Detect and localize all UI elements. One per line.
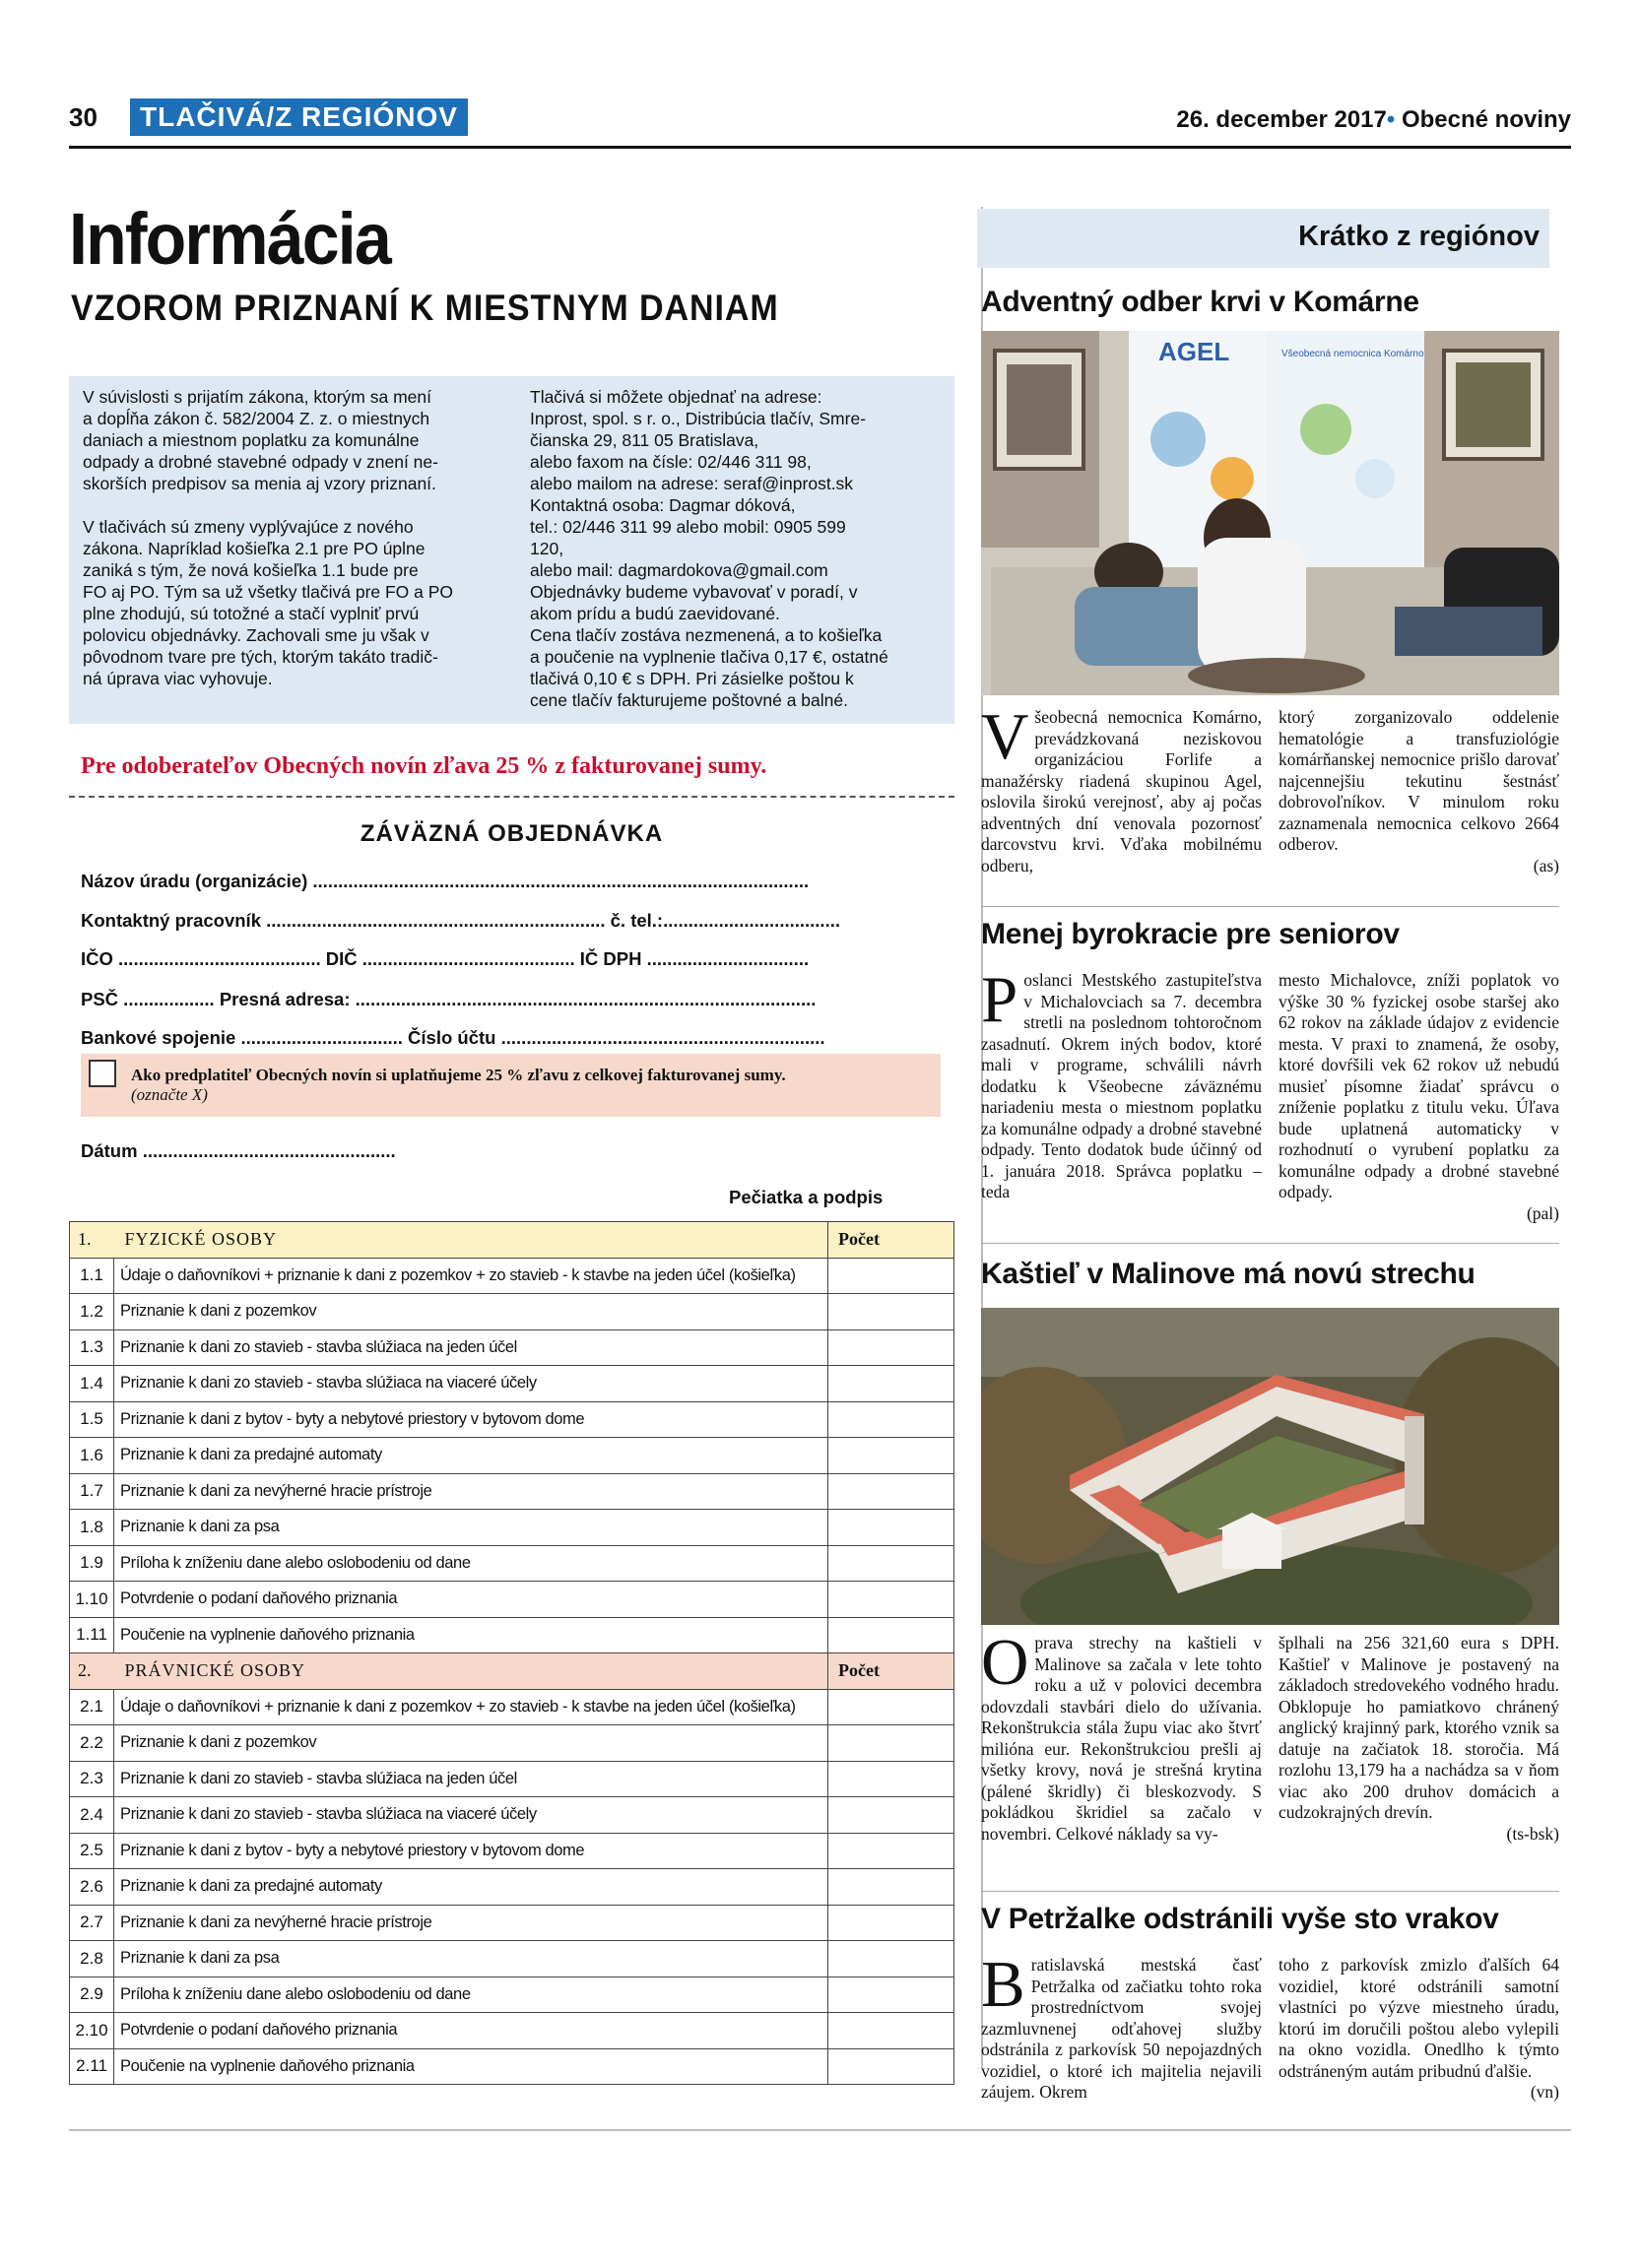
count-header: Počet [828, 1653, 954, 1690]
article-column [981, 1948, 1262, 2104]
section-title [70, 1653, 828, 1690]
article-divider [981, 1891, 1559, 1892]
row-number: 2.11 [70, 2048, 114, 2085]
row-number: 2.8 [70, 1941, 114, 1977]
row-form-name: Poučenie na vyplnenie daňového priznania [114, 2048, 828, 2085]
row-count-input[interactable] [828, 2013, 954, 2049]
row-form-name: Priznanie k dani za psa [114, 1510, 828, 1546]
table-row [70, 1510, 954, 1546]
page-subtitle: VZOROM PRIZNANÍ K MIESTNYM DANIAM [71, 288, 779, 328]
paper-name [1395, 106, 1402, 133]
article-headline: V Petržalke odstránili vyše sto vrakov [981, 1903, 1499, 1935]
row-count-input[interactable] [828, 1941, 954, 1977]
row-form-name: Priznanie k dani z pozemkov [114, 1294, 828, 1330]
article-text: šeobecná nemocnica Komárno, prevádzkovaná neziskovou organizáciou Forlife a manažérsky riadená skupinou Agel, oslovila širokú verejnosť, aby aj počas adventných dní venovala pozornosť darcovstvu krvi. Vďaka mobilnému odberu, [981, 707, 1262, 875]
article-signature: (ts-bsk) [1506, 1823, 1559, 1844]
row-form-name: Potvrdenie o podaní daňového priznania [114, 2013, 828, 2049]
form-field-bank[interactable]: Bankové spojenie ................................ Číslo účtu ................................................................ [81, 1027, 825, 1048]
table-row [70, 1438, 954, 1474]
row-count-input[interactable] [828, 1510, 954, 1546]
row-number: 2.9 [70, 1976, 114, 2013]
table-row [70, 2048, 954, 2085]
table-row [70, 1473, 954, 1510]
article-text: mesto Michalovce, zníži poplatok vo výške 30 % fyzickej osobe staršej ako 62 rokov na základe údajov z evidencie mesta. V praxi to znamená, že osoby, ktoré dovŕšili vek 62 rokov už nebudú musieť písomne žiadať správcu o zníženie poplatku z titulu veku. Úľava bude uplatnená automaticky v rozhodnutí o vyrubení poplatku za komunálne odpady a drobné stavebné odpady. [1279, 970, 1559, 1201]
article-text: toho z parkovísk zmizlo ďalších 64 vozidiel, ktoré odstránili samotní vlastníci po výzve miestneho úradu, ktorú im doručili poštou alebo vylepili na okno vozidla. Onedlho k týmto odstráneným autám pribudnú ďalšie. [1279, 1955, 1559, 2081]
row-count-input[interactable] [828, 1366, 954, 1402]
row-number: 1.11 [70, 1617, 114, 1653]
subscriber-statement: Ako predplatiteľ Obecných novín si uplatňujeme 25 % zľavu z celkovej fakturovanej sumy. [131, 1066, 786, 1084]
row-number: 1.1 [70, 1258, 114, 1294]
info-text-right: Tlačivá si môžete objednať na adrese: Inprost, spol. s r. o., Distribúcia tlačív, Smre- čianska 29, 811 05 Bratislava, alebo faxom na čísle: 02/446 311 98, alebo mailom na adrese: seraf@inprost.sk Kontaktná osoba: Dagmar dóková, tel.: 02/446 311 99 alebo mobil: 0905 599 120, alebo mail: dagmardokova@gmail.com Objednávky budeme vybavovať v poradí, v akom prídu a budú zaevidované. Cena tlačív zostáva nezmenená, a to košieľka a poučenie na vyplnenie tlačiva 0,17 €, ostatné tlačivá 0,10 € s DPH. Pri zásielke poštou k cene tlačív fakturujeme poštovné a balné. [530, 387, 888, 710]
row-count-input[interactable] [828, 1438, 954, 1474]
row-count-input[interactable] [828, 1545, 954, 1582]
table-row [70, 1869, 954, 1906]
order-title: ZÁVÄZNÁ OBJEDNÁVKA [360, 820, 664, 847]
drop-cap: B [981, 1948, 1025, 2021]
row-form-name: Priznanie k dani za nevýherné hracie prístroje [114, 1473, 828, 1510]
header-rule [69, 146, 1571, 149]
row-number: 2.10 [70, 2013, 114, 2049]
row-number: 1.6 [70, 1438, 114, 1474]
count-header: Počet [828, 1222, 954, 1259]
row-count-input[interactable] [828, 1329, 954, 1366]
section-header-row [70, 1653, 954, 1690]
table-row [70, 1797, 954, 1834]
cut-line [69, 796, 954, 798]
form-field-date[interactable]: Dátum .................................................. [81, 1140, 396, 1161]
info-box [69, 376, 954, 724]
blood-donation-photo [981, 331, 1559, 695]
subscriber-text [131, 1066, 786, 1105]
article-text: oslanci Mestského zastupiteľstva v Michalovciach sa 7. decembra stretli na poslednom tohtoročnom zasadnutí. Okrem iných bodov, ktoré mali v programe, schválili návrh dodatku k Všeobecne záväznému nariadeniu mesta o miestnom poplatku za komunálne odpady a drobné stavebné odpady. Tento dodatok bude účinný od 1. januára 2018. Správca poplatku – teda [981, 970, 1262, 1201]
subscriber-checkbox[interactable] [89, 1060, 116, 1087]
section-number: 2. [78, 1660, 92, 1681]
row-count-input[interactable] [828, 1473, 954, 1510]
row-form-name: Priznanie k dani za nevýherné hracie prístroje [114, 1905, 828, 1941]
subscriber-hint: (označte X) [131, 1085, 208, 1104]
row-form-name: Príloha k zníženiu dane alebo oslobodeniu od dane [114, 1545, 828, 1582]
row-form-name: Priznanie k dani z pozemkov [114, 1725, 828, 1762]
table-row [70, 1258, 954, 1294]
table-row [70, 1294, 954, 1330]
table-row [70, 1366, 954, 1402]
info-text-left: V súvislosti s prijatím zákona, ktorým sa mení a dopĺňa zákon č. 582/2004 Z. z. o miestnych daniach a miestnom poplatku za komunálne odpady a drobné stavebné odpady v znení ne- skorších predpisov sa menia aj vzory priznaní. V tlačivách sú zmeny vyplývajúce z nového zákona. Napríklad košieľka 2.1 pre PO úplne zaniká s tým, že nová košieľka 1.1 bude pre FO aj PO. Tým sa už všetky tlačivá pre FO a PO plne zhodujú, sú totožné a stačí vyplniť prvú polovicu objednávky. Zachovali sme ju však v pôvodnom tvare pre tých, ktorým takáto tradič- ná úprava viac vyhovuje. [83, 387, 454, 688]
table-row [70, 1833, 954, 1869]
row-count-input[interactable] [828, 1258, 954, 1294]
manor-illustration [981, 1308, 1559, 1625]
table-row [70, 1582, 954, 1618]
article-column [1279, 707, 1559, 876]
row-form-name: Priznanie k dani zo stavieb - stavba slúžiaca na viaceré účely [114, 1366, 828, 1402]
row-form-name: Priznanie k dani zo stavieb - stavba slúžiaca na jeden účel [114, 1761, 828, 1797]
row-number: 2.1 [70, 1689, 114, 1725]
table-row [70, 1761, 954, 1797]
table-row [70, 1725, 954, 1762]
table-row [70, 1401, 954, 1438]
row-number: 1.3 [70, 1329, 114, 1366]
drop-cap: V [981, 700, 1029, 773]
row-form-name: Priznanie k dani zo stavieb - stavba slúžiaca na viaceré účely [114, 1797, 828, 1834]
row-count-input[interactable] [828, 1905, 954, 1941]
row-number: 1.2 [70, 1294, 114, 1330]
discount-notice: Pre odoberateľov Obecných novín zľava 25 % z fakturovanej sumy. [81, 753, 767, 779]
row-form-name: Príloha k zníženiu dane alebo oslobodeniu od dane [114, 1976, 828, 2013]
section-header-row [70, 1222, 954, 1259]
section-name: FYZICKÉ OSOBY [124, 1229, 278, 1250]
row-number: 2.5 [70, 1833, 114, 1869]
row-count-input[interactable] [828, 1401, 954, 1438]
article-signature: (vn) [1530, 2082, 1559, 2102]
hospital-sign-text: Všeobecná nemocnica Komárno [1281, 349, 1424, 359]
issue-date: 26. december 2017 [1176, 106, 1387, 133]
row-count-input[interactable] [828, 1617, 954, 1653]
table-row [70, 1689, 954, 1725]
article-divider [981, 906, 1559, 907]
page-number: 30 [69, 102, 98, 132]
manor-photo [981, 1308, 1559, 1625]
article-text: ktorý zorganizovalo oddelenie hematológie a transfuziológie komárňanskej nemocnice prišlo darovať najcennejšiu tekutinu šestnásť dobrovoľníkov. V minulom roku zaznamenala nemocnica celkovo 2664 odberov. [1279, 707, 1559, 854]
form-field-organization[interactable]: Názov úradu (organizácie) .................................................................................................. [81, 871, 810, 891]
row-number: 2.3 [70, 1761, 114, 1797]
row-number: 1.10 [70, 1582, 114, 1618]
drop-cap: P [981, 963, 1018, 1036]
row-form-name: Údaje o daňovníkovi + priznanie k dani z pozemkov + zo stavieb - k stavbe na jeden účel (košieľka) [114, 1258, 828, 1294]
article-signature: (pal) [1526, 1202, 1559, 1223]
row-count-input[interactable] [828, 1761, 954, 1797]
article-column [981, 1626, 1262, 1845]
blood-donation-illustration [981, 331, 1559, 695]
row-form-name: Priznanie k dani z bytov - byty a nebytové priestory v bytovom dome [114, 1833, 828, 1869]
regions-bar-title: Krátko z regiónov [1298, 221, 1540, 252]
article-headline: Kaštieľ v Malinove má novú strechu [981, 1258, 1476, 1290]
article-text: ratislavská mestská časť Petržalka od začiatku tohto roka prostredníctvom svojej zazmluvnenej odťahovej služby odstránila z parkovísk 50 nepojazdných vozidiel, o ktoré ich majitelia nejavili záujem. Okrem [981, 1955, 1262, 2102]
table-row [70, 1545, 954, 1582]
row-form-name: Priznanie k dani z bytov - byty a nebytové priestory v bytovom dome [114, 1401, 828, 1438]
article-column [981, 963, 1262, 1203]
article-column [1279, 1955, 1559, 2104]
row-count-input[interactable] [828, 1833, 954, 1869]
row-count-input[interactable] [828, 1582, 954, 1618]
row-number: 2.7 [70, 1905, 114, 1941]
row-number: 1.8 [70, 1510, 114, 1546]
section-label: TLAČIVÁ/Z REGIÓNOV [130, 98, 468, 136]
table-row [70, 1617, 954, 1653]
row-count-input[interactable] [828, 1725, 954, 1762]
row-count-input[interactable] [828, 1797, 954, 1834]
row-count-input[interactable] [828, 1869, 954, 1906]
row-form-name: Priznanie k dani za predajné automaty [114, 1438, 828, 1474]
paper-title: Obecné noviny [1401, 106, 1571, 133]
drop-cap: O [981, 1626, 1029, 1699]
form-field-address[interactable]: PSČ .................. Presná adresa: ........................................................................................... [81, 989, 817, 1009]
article-headline: Adventný odber krvi v Komárne [981, 286, 1419, 318]
section-title [70, 1222, 828, 1259]
row-count-input[interactable] [828, 1294, 954, 1330]
table-row [70, 1329, 954, 1366]
row-number: 1.9 [70, 1545, 114, 1582]
row-number: 2.6 [70, 1869, 114, 1906]
table-row [70, 1905, 954, 1941]
form-field-contact[interactable]: Kontaktný pracovník ................................................................... č. tel.:................................... [81, 910, 840, 931]
form-field-ids[interactable]: IČO ........................................ DIČ .......................................... IČ DPH ................................ [81, 948, 810, 969]
row-number: 2.2 [70, 1725, 114, 1762]
article-column [981, 700, 1262, 876]
table-row [70, 1941, 954, 1977]
row-number: 2.4 [70, 1797, 114, 1834]
section-number: 1. [78, 1229, 92, 1250]
article-column [1279, 970, 1559, 1224]
issue-info [1176, 106, 1571, 134]
row-count-input[interactable] [828, 1689, 954, 1725]
section-name: PRÁVNICKÉ OSOBY [124, 1660, 306, 1681]
row-form-name: Priznanie k dani za predajné automaty [114, 1869, 828, 1906]
row-number: 1.4 [70, 1366, 114, 1402]
row-form-name: Priznanie k dani zo stavieb - stavba slúžiaca na jeden účel [114, 1329, 828, 1366]
article-text: šplhali na 256 321,60 eura s DPH. Kaštieľ v Malinove je postavený na základoch stredovekého vodného hradu. Obklopuje ho pamiatkovo chránený anglický krajinný park, ktorého vznik sa datuje na začiatok 18. storočia. Má rozlohu 13,179 ha a nachádza sa v ňom viac ako 200 druhov domácich a cudzokrajných drevín. [1279, 1633, 1559, 1822]
row-form-name: Potvrdenie o podaní daňového priznania [114, 1582, 828, 1618]
article-column [1279, 1633, 1559, 1845]
article-headline: Menej byrokracie pre seniorov [981, 918, 1400, 950]
article-text: prava strechy na kaštieli v Malinove sa začala v lete tohto roku a už v polovici decembra odovzdali stavbári dielo do užívania. Rekonštrukcia stála župu viac ako štvrť milióna eur. Rekonštrukciou prešli aj všetky krovy, nová je strešná krytina (pálené škridly) či bleskozvody. S pokládkou škridiel sa začalo v novembri. Celkové náklady sa vy- [981, 1633, 1262, 1844]
row-form-name: Priznanie k dani za psa [114, 1941, 828, 1977]
table-row [70, 2013, 954, 2049]
order-table [69, 1221, 954, 2085]
row-count-input[interactable] [828, 2048, 954, 2085]
row-form-name: Poučenie na vyplnenie daňového priznania [114, 1617, 828, 1653]
stamp-signature-label: Pečiatka a podpis [729, 1187, 884, 1207]
agel-logo-text: AGEL [1158, 337, 1230, 366]
article-signature: (as) [1533, 855, 1559, 875]
page-title: Informácia [69, 198, 390, 280]
row-number: 1.5 [70, 1401, 114, 1438]
row-number: 1.7 [70, 1473, 114, 1510]
header-separator: • [1386, 106, 1396, 133]
row-count-input[interactable] [828, 1976, 954, 2013]
article-divider [981, 1243, 1559, 1244]
footer-rule [69, 2129, 1571, 2131]
row-form-name: Údaje o daňovníkovi + priznanie k dani z pozemkov + zo stavieb - k stavbe na jeden účel (košieľka) [114, 1689, 828, 1725]
table-row [70, 1976, 954, 2013]
